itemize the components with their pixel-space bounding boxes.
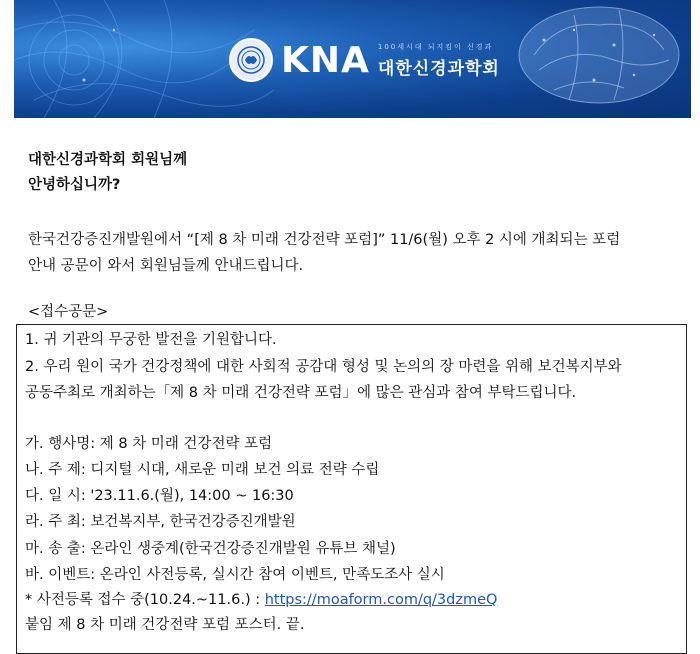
registration-prefix: * 사전등록 접수 중(10.24.~11.6.) :	[25, 592, 265, 608]
brain-graphic	[519, 7, 679, 103]
body-line-1: 한국건강증진개발원에서 “[제 8 차 미래 건강전략 포럼]” 11/6(월) 오후 2 시에 개최되는 포럼	[28, 232, 621, 248]
society-logo	[229, 36, 500, 84]
attachment-line: 붙임 제 8 차 미래 건강전략 포럼 포스터. 끝.	[25, 617, 305, 633]
official-letter-box	[16, 324, 687, 654]
event-theme-item: 나. 주 제: 디지털 시대, 새로운 미래 보건 의료 전략 수립	[25, 462, 380, 478]
event-host-item: 라. 주 최: 보건복지부, 한국건강증진개발원	[25, 514, 296, 530]
greeting-line-1: 대한신경과학회 회원님께	[28, 152, 188, 168]
greeting-line-2: 안녕하십니까?	[28, 177, 121, 193]
header-banner	[14, 0, 691, 118]
registration-link[interactable]: https://moaform.com/q/3dzmeQ	[264, 592, 498, 608]
event-activities-item: 바. 이벤트: 온라인 사전등록, 실시간 참여 이벤트, 만족도조사 실시	[25, 567, 445, 583]
event-name-item: 가. 행사명: 제 8 차 미래 건강전략 포럼	[25, 436, 273, 452]
letter-line-2: 2. 우리 원이 국가 건강정책에 대한 사회적 공감대 형성 및 논의의 장 마련을 위해 보건복지부와	[25, 359, 622, 375]
society-name: 대한신경과학회	[377, 58, 500, 79]
logo-abbreviation: KNA	[281, 39, 370, 81]
event-datetime-item: 다. 일 시: '23.11.6.(월), 14:00 ~ 16:30	[25, 488, 294, 504]
received-document-label: <접수공문>	[28, 304, 109, 320]
letter-line-3: 공동주최로 개최하는「제 8 차 미래 건강전략 포럼」에 많은 관심과 참여 부탁드립니다.	[25, 385, 577, 401]
letter-line-1: 1. 귀 기관의 무궁한 발전을 기원합니다.	[25, 332, 277, 348]
registration-line	[25, 590, 497, 610]
logo-tagline: 100세시대 뇌지킴이 신경과	[377, 42, 494, 51]
society-seal-icon	[229, 38, 273, 82]
event-broadcast-item: 마. 송 출: 온라인 생중계(한국건강증진개발원 유튜브 채널)	[25, 541, 396, 557]
body-line-2: 안내 공문이 와서 회원님들께 안내드립니다.	[28, 258, 304, 274]
